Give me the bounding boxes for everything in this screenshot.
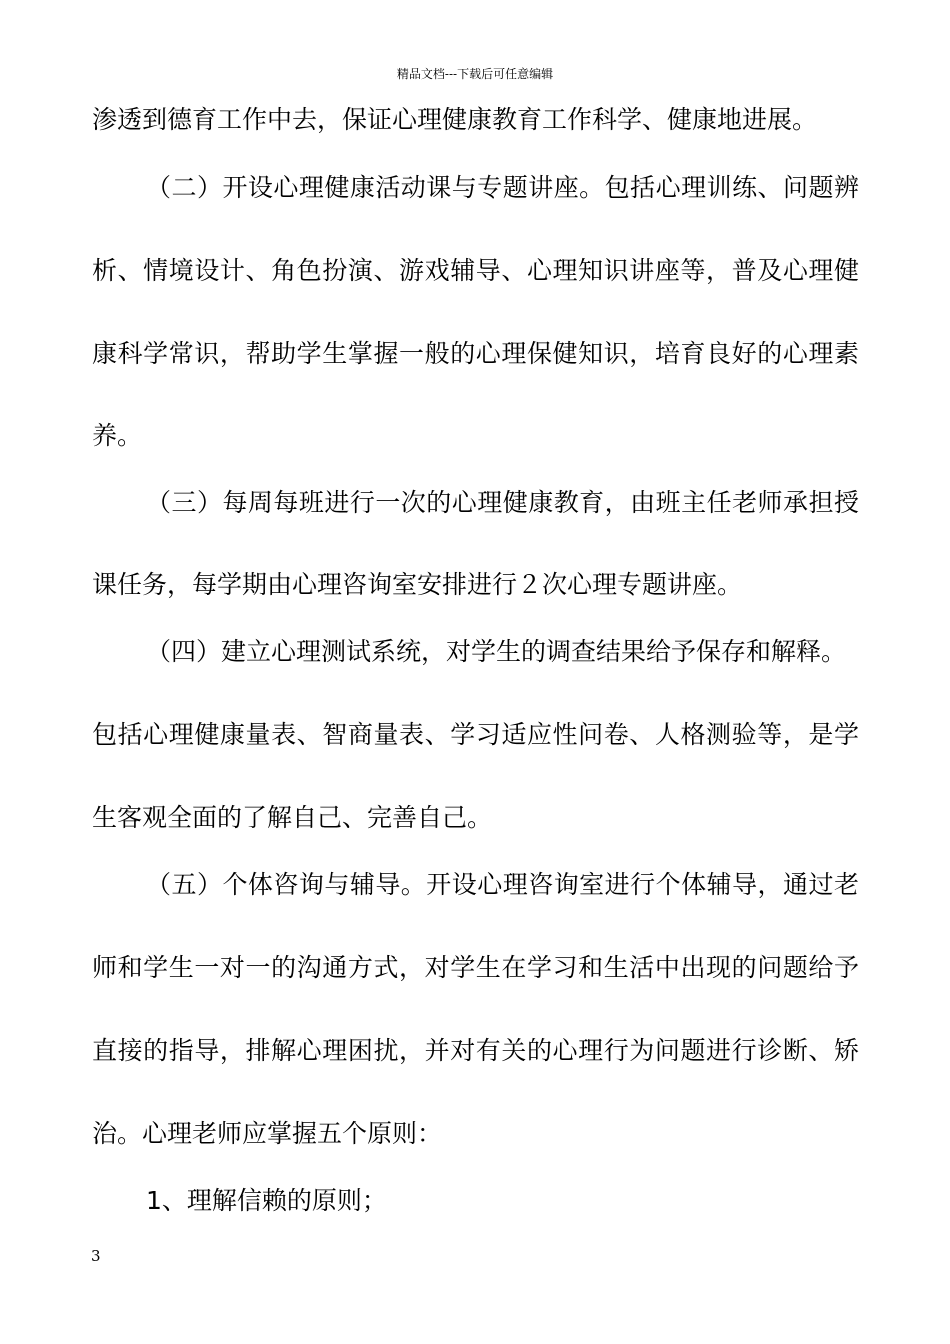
body-line: 析、情境设计、角色扮演、游戏辅导、心理知识讲座等，普及心理健 xyxy=(92,256,859,285)
body-line: 养。 xyxy=(92,421,143,450)
page-number: 3 xyxy=(91,1247,101,1265)
body-line: 生客观全面的了解自己、完善自己。 xyxy=(92,803,493,832)
body-line: 治。心理老师应掌握五个原则： xyxy=(92,1119,443,1148)
body-line: 师和学生一对一的沟通方式，对学生在学习和生活中出现的问题给予 xyxy=(92,953,859,982)
body-line: 康科学常识，帮助学生掌握一般的心理保健知识，培育良好的心理素 xyxy=(92,339,859,368)
page-header: 精品文档---下载后可任意编辑 xyxy=(396,67,554,81)
body-line: （二）开设心理健康活动课与专题讲座。包括心理训练、问题辨 xyxy=(146,173,859,202)
body-line: （四）建立心理测试系统，对学生的调查结果给予保存和解释。 xyxy=(146,637,847,666)
body-line: （五）个体咨询与辅导。开设心理咨询室进行个体辅导，通过老 xyxy=(146,870,859,899)
body-line: 包括心理健康量表、智商量表、学习适应性问卷、人格测验等，是学 xyxy=(92,720,859,749)
body-line: 1、理解信赖的原则； xyxy=(146,1186,387,1215)
body-line: 课任务，每学期由心理咨询室安排进行２次心理专题讲座。 xyxy=(92,570,743,599)
body-line: 直接的指导，排解心理困扰，并对有关的心理行为问题进行诊断、矫 xyxy=(92,1036,859,1065)
body-line: （三）每周每班进行一次的心理健康教育，由班主任老师承担授 xyxy=(146,488,859,517)
body-line: 渗透到德育工作中去，保证心理健康教育工作科学、健康地进展。 xyxy=(92,105,818,134)
